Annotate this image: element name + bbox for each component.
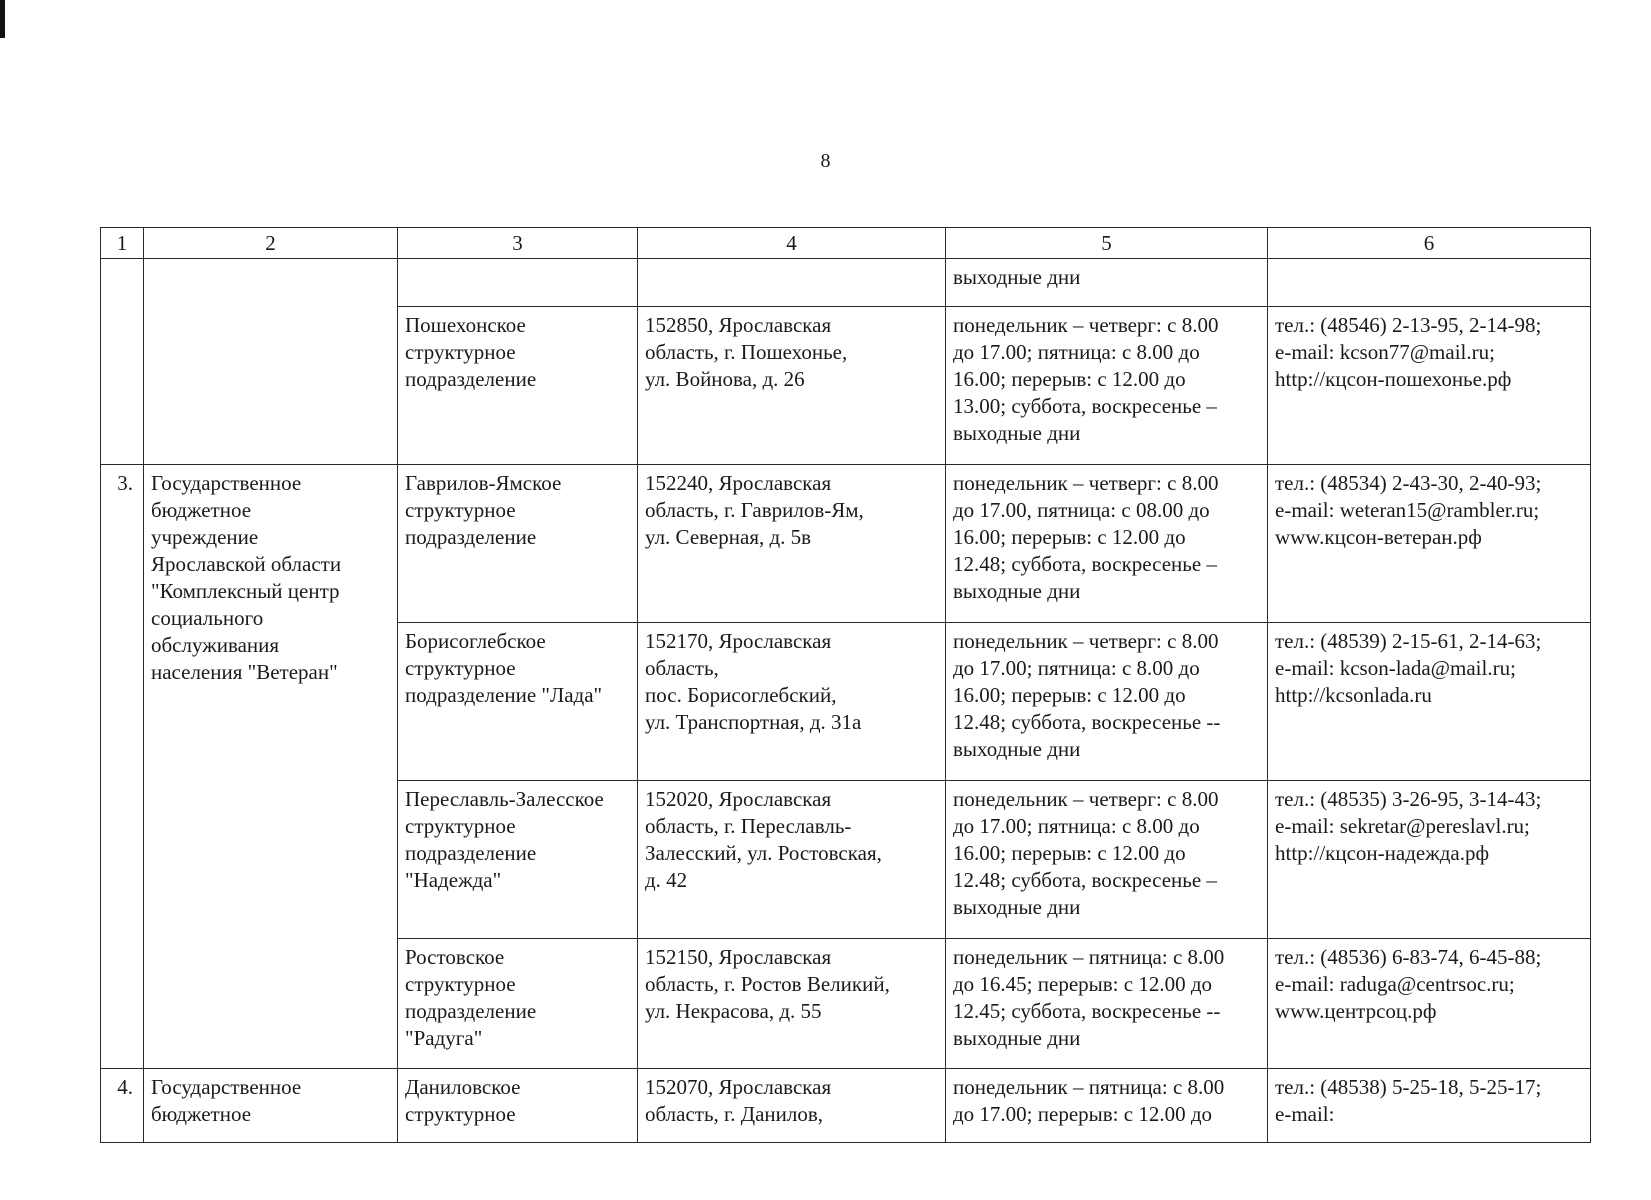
institution-name-cell — [144, 259, 398, 465]
contacts-cell: тел.: (48539) 2-15-61, 2-14-63; e-mail: kcson-lada@mail.ru; http://kcsonlada.ru — [1268, 623, 1591, 781]
hours-cell: понедельник – пятница: с 8.00 до 17.00; перерыв: с 12.00 до — [946, 1069, 1268, 1143]
address-cell: 152070, Ярославская область, г. Данилов, — [638, 1069, 946, 1143]
address-cell: 152170, Ярославская область, пос. Борисоглебский, ул. Транспортная, д. 31а — [638, 623, 946, 781]
address-cell: 152020, Ярославская область, г. Переславль- Залесский, ул. Ростовская, д. 42 — [638, 781, 946, 939]
institution-name-cell: Государственное бюджетное учреждение Ярославской области "Комплексный центр социального обслуживания населения "Ветеран" — [144, 465, 398, 1069]
address-cell: 152240, Ярославская область, г. Гаврилов-Ям, ул. Северная, д. 5в — [638, 465, 946, 623]
row-number-cell: 3. — [101, 465, 144, 1069]
table-row — [101, 465, 1591, 623]
unit-cell: Даниловское структурное — [398, 1069, 638, 1143]
address-cell: 152850, Ярославская область, г. Пошехонье, ул. Войнова, д. 26 — [638, 307, 946, 465]
page-number: 8 — [820, 150, 831, 172]
unit-cell — [398, 259, 638, 307]
column-header: 2 — [144, 228, 398, 259]
table-header-row — [101, 228, 1591, 259]
unit-cell: Пошехонское структурное подразделение — [398, 307, 638, 465]
unit-cell: Переславль-Залесское структурное подразделение "Надежда" — [398, 781, 638, 939]
contacts-cell: тел.: (48534) 2-43-30, 2-40-93; e-mail: weteran15@rambler.ru; www.кцсон-ветеран.рф — [1268, 465, 1591, 623]
hours-cell: выходные дни — [946, 259, 1268, 307]
table-row — [101, 259, 1591, 307]
address-cell: 152150, Ярославская область, г. Ростов Великий, ул. Некрасова, д. 55 — [638, 939, 946, 1069]
column-header: 5 — [946, 228, 1268, 259]
contacts-cell — [1268, 259, 1591, 307]
contacts-cell: тел.: (48535) 3-26-95, 3-14-43; e-mail: sekretar@pereslavl.ru; http://кцсон-надежда.рф — [1268, 781, 1591, 939]
contacts-cell: тел.: (48536) 6-83-74, 6-45-88; e-mail: raduga@centrsoc.ru; www.центрсоц.рф — [1268, 939, 1591, 1069]
column-header: 4 — [638, 228, 946, 259]
hours-cell: понедельник – пятница: с 8.00 до 16.45; перерыв: с 12.00 до 12.45; суббота, воскресенье -- выходные дни — [946, 939, 1268, 1069]
unit-cell: Борисоглебское структурное подразделение "Лада" — [398, 623, 638, 781]
row-number-cell: 4. — [101, 1069, 144, 1143]
contacts-cell: тел.: (48546) 2-13-95, 2-14-98; e-mail: kcson77@mail.ru; http://кцсон-пошехонье.рф — [1268, 307, 1591, 465]
column-header: 6 — [1268, 228, 1591, 259]
contacts-cell: тел.: (48538) 5-25-18, 5-25-17; e-mail: — [1268, 1069, 1591, 1143]
table-row — [101, 1069, 1591, 1143]
unit-cell: Ростовское структурное подразделение "Радуга" — [398, 939, 638, 1069]
hours-cell: понедельник – четверг: с 8.00 до 17.00; пятница: с 8.00 до 16.00; перерыв: с 12.00 до 13.00; суббота, воскресенье – выходные дни — [946, 307, 1268, 465]
row-number-cell — [101, 259, 144, 465]
hours-cell: понедельник – четверг: с 8.00 до 17.00; пятница: с 8.00 до 16.00; перерыв: с 12.00 до 12.48; суббота, воскресенье -- выходные дни — [946, 623, 1268, 781]
address-cell — [638, 259, 946, 307]
scan-edge-mark — [0, 0, 5, 38]
unit-cell: Гаврилов-Ямское структурное подразделение — [398, 465, 638, 623]
institution-name-cell: Государственное бюджетное — [144, 1069, 398, 1143]
hours-cell: понедельник – четверг: с 8.00 до 17.00, пятница: с 08.00 до 16.00; перерыв: с 12.00 до 12.48; суббота, воскресенье – выходные дни — [946, 465, 1268, 623]
hours-cell: понедельник – четверг: с 8.00 до 17.00; пятница: с 8.00 до 16.00; перерыв: с 12.00 до 12.48; суббота, воскресенье – выходные дни — [946, 781, 1268, 939]
column-header: 1 — [101, 228, 144, 259]
institutions-table — [100, 227, 1591, 1143]
column-header: 3 — [398, 228, 638, 259]
